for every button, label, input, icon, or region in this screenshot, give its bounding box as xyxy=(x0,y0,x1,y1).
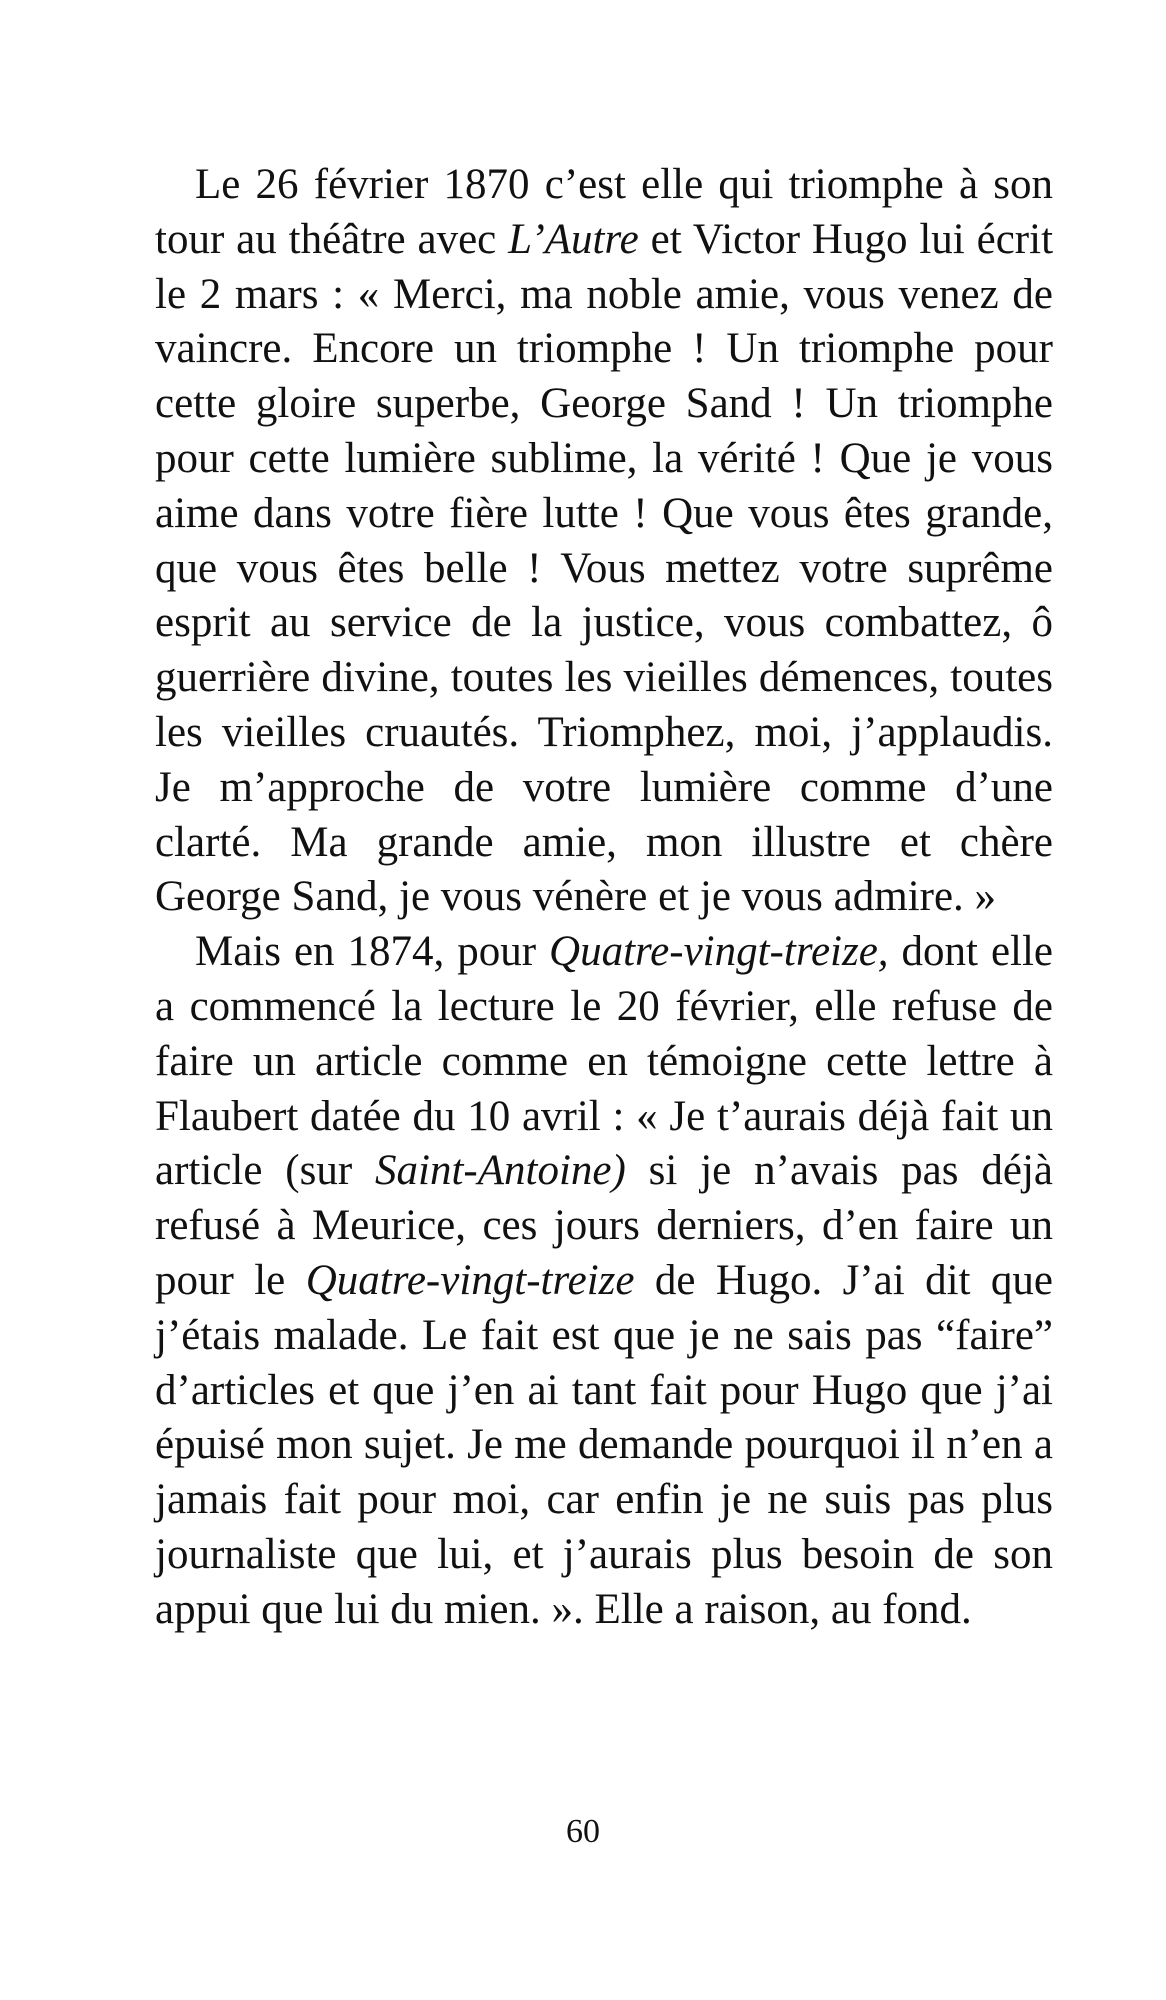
paragraph-1 xyxy=(155,158,1053,925)
title-quatre-vingt-treize: Quatre-vingt-treize xyxy=(305,1256,635,1304)
text-segment: si je n’avais pas déjà refusé à Meurice, ces jours derniers, d’en faire un pour le xyxy=(155,1147,1053,1304)
body-text xyxy=(155,158,1053,1638)
paragraph-2 xyxy=(155,925,1053,1637)
text-segment: dont elle a commencé la lecture le 20 février, elle refuse de faire un article comme en témoigne cette lettre à Flaubert datée du 10 avril : « Je t’aurais déjà fait un article (sur xyxy=(155,928,1054,1195)
title-quatre-vingt-treize: Quatre-vingt-treize, xyxy=(549,928,889,976)
text-segment: Mais en 1874, pour xyxy=(195,928,550,976)
text-segment: de Hugo. J’ai dit que j’étais malade. Le fait est que je ne sais pas “faire” d’articles et que j’en ai tant fait pour Hugo que j’ai épuisé mon sujet. Je me demande pourquoi il n’en a jamais fait pour moi, car enfin je ne suis pas plus journaliste que lui, et j’aurais plus besoin de son appui que lui du mien. ». Elle a raison, au fond. xyxy=(155,1256,1053,1633)
text-segment: et Victor Hugo lui écrit le 2 mars : « Merci, ma noble amie, vous venez de vaincre. Encore un triomphe ! Un triomphe pour cette gloire superbe, George Sand ! Un triomphe pour cette lumière sublime, la vérité ! Que je vous aime dans votre fière lutte ! Que vous êtes grande, que vous êtes belle ! Vous mettez votre suprême esprit au service de la justice, vous combattez, ô guerrière divine, toutes les vieilles démences, toutes les vieilles cruautés. Triomphez, moi, j’applaudis. Je m’approche de votre lumière comme d’une clarté. Ma grande amie, mon illustre et chère George Sand, je vous vénère et je vous admire. » xyxy=(155,215,1054,921)
title-l-autre: L’Autre xyxy=(508,215,639,263)
text-segment: Le 26 février 1870 c’est elle qui triomphe à son tour au théâtre avec xyxy=(155,161,1053,263)
page-number: 60 xyxy=(566,1813,600,1850)
title-saint-antoine: Saint-Antoine) xyxy=(375,1147,626,1195)
